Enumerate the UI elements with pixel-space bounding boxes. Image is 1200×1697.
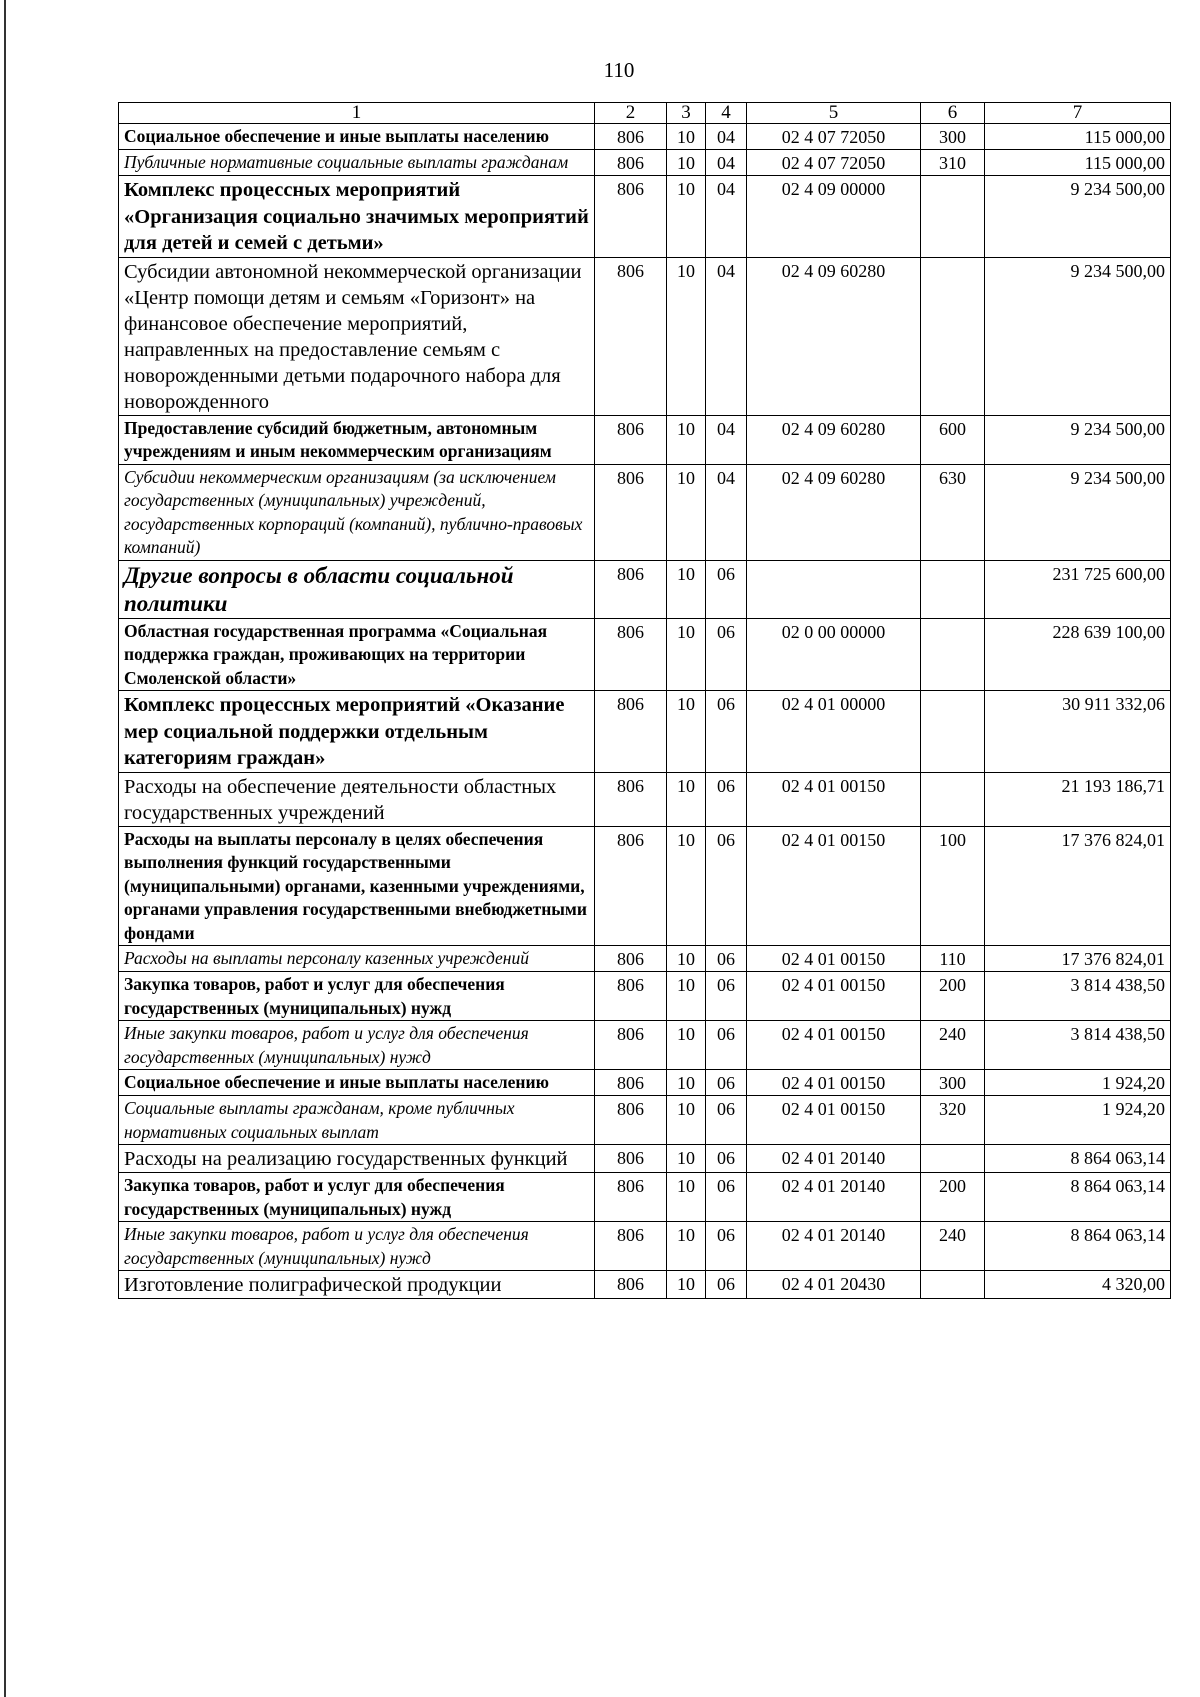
table-row xyxy=(119,257,1171,415)
cell-item-name: Комплекс процессных мероприятий «Организация социально значимых мероприятий для детей и семей с детьми» xyxy=(119,176,595,258)
cell-subsection-code: 06 xyxy=(706,1145,747,1173)
cell-expense-type: 240 xyxy=(921,1021,985,1070)
cell-item-name: Публичные нормативные социальные выплаты гражданам xyxy=(119,150,595,176)
cell-amount: 9 234 500,00 xyxy=(985,464,1171,560)
cell-amount: 4 320,00 xyxy=(985,1271,1171,1299)
cell-item-name: Социальные выплаты гражданам, кроме публичных нормативных социальных выплат xyxy=(119,1096,595,1145)
budget-table xyxy=(118,102,1171,1299)
cell-ministry-code: 806 xyxy=(595,1271,667,1299)
cell-expense-type xyxy=(921,1271,985,1299)
cell-amount: 1 924,20 xyxy=(985,1096,1171,1145)
cell-amount: 8 864 063,14 xyxy=(985,1222,1171,1271)
cell-expense-type: 300 xyxy=(921,124,985,150)
cell-subsection-code: 06 xyxy=(706,972,747,1021)
cell-target-article: 02 4 01 20140 xyxy=(747,1145,921,1173)
cell-target-article: 02 4 01 00150 xyxy=(747,1096,921,1145)
cell-item-name: Субсидии автономной некоммерческой организации «Центр помощи детям и семьям «Горизонт» на финансовое обеспечение мероприятий, направленных на предоставление семьям с новорожденными детьми подарочного набора для новорожденного xyxy=(119,257,595,415)
cell-amount: 228 639 100,00 xyxy=(985,618,1171,691)
cell-ministry-code: 806 xyxy=(595,1173,667,1222)
cell-section-code: 10 xyxy=(667,972,706,1021)
cell-item-name: Областная государственная программа «Социальная поддержка граждан, проживающих на территории Смоленской области» xyxy=(119,618,595,691)
cell-target-article: 02 4 01 00000 xyxy=(747,691,921,773)
header-col-7: 7 xyxy=(985,103,1171,124)
cell-subsection-code: 06 xyxy=(706,826,747,946)
header-col-4: 4 xyxy=(706,103,747,124)
cell-section-code: 10 xyxy=(667,124,706,150)
cell-subsection-code: 06 xyxy=(706,691,747,773)
cell-item-name: Другие вопросы в области социальной политики xyxy=(119,560,595,618)
cell-item-name: Субсидии некоммерческим организациям (за исключением государственных (муниципальных) учреждений, государственных корпораций (компаний), публично-правовых компаний) xyxy=(119,464,595,560)
table-row xyxy=(119,560,1171,618)
cell-ministry-code: 806 xyxy=(595,1096,667,1145)
cell-ministry-code: 806 xyxy=(595,1145,667,1173)
cell-target-article: 02 4 01 00150 xyxy=(747,772,921,826)
cell-expense-type xyxy=(921,560,985,618)
cell-item-name: Предоставление субсидий бюджетным, автономным учреждениям и иным некоммерческим организациям xyxy=(119,415,595,464)
cell-section-code: 10 xyxy=(667,1145,706,1173)
cell-section-code: 10 xyxy=(667,618,706,691)
table-row xyxy=(119,1271,1171,1299)
cell-section-code: 10 xyxy=(667,826,706,946)
table-row xyxy=(119,691,1171,773)
scan-left-border xyxy=(4,0,6,1697)
cell-section-code: 10 xyxy=(667,772,706,826)
cell-section-code: 10 xyxy=(667,1271,706,1299)
cell-subsection-code: 06 xyxy=(706,1021,747,1070)
cell-ministry-code: 806 xyxy=(595,772,667,826)
cell-amount: 21 193 186,71 xyxy=(985,772,1171,826)
cell-expense-type xyxy=(921,1145,985,1173)
cell-item-name: Закупка товаров, работ и услуг для обеспечения государственных (муниципальных) нужд xyxy=(119,1173,595,1222)
cell-subsection-code: 06 xyxy=(706,1222,747,1271)
cell-section-code: 10 xyxy=(667,1173,706,1222)
table-body xyxy=(119,124,1171,1299)
cell-amount: 9 234 500,00 xyxy=(985,415,1171,464)
cell-ministry-code: 806 xyxy=(595,618,667,691)
cell-subsection-code: 04 xyxy=(706,415,747,464)
cell-section-code: 10 xyxy=(667,946,706,972)
cell-ministry-code: 806 xyxy=(595,946,667,972)
header-col-5: 5 xyxy=(747,103,921,124)
cell-subsection-code: 04 xyxy=(706,176,747,258)
cell-target-article: 02 4 01 00150 xyxy=(747,826,921,946)
cell-expense-type: 100 xyxy=(921,826,985,946)
cell-expense-type: 630 xyxy=(921,464,985,560)
cell-target-article: 02 0 00 00000 xyxy=(747,618,921,691)
cell-expense-type: 600 xyxy=(921,415,985,464)
cell-ministry-code: 806 xyxy=(595,1021,667,1070)
cell-section-code: 10 xyxy=(667,1021,706,1070)
cell-amount: 115 000,00 xyxy=(985,124,1171,150)
cell-expense-type xyxy=(921,176,985,258)
cell-subsection-code: 04 xyxy=(706,150,747,176)
cell-item-name: Закупка товаров, работ и услуг для обеспечения государственных (муниципальных) нужд xyxy=(119,972,595,1021)
cell-section-code: 10 xyxy=(667,1096,706,1145)
table-row xyxy=(119,772,1171,826)
cell-subsection-code: 06 xyxy=(706,946,747,972)
cell-amount: 115 000,00 xyxy=(985,150,1171,176)
cell-item-name: Социальное обеспечение и иные выплаты населению xyxy=(119,124,595,150)
cell-target-article: 02 4 09 60280 xyxy=(747,257,921,415)
cell-amount: 17 376 824,01 xyxy=(985,946,1171,972)
cell-subsection-code: 04 xyxy=(706,464,747,560)
cell-target-article: 02 4 09 00000 xyxy=(747,176,921,258)
cell-item-name: Изготовление полиграфической продукции xyxy=(119,1271,595,1299)
cell-amount: 9 234 500,00 xyxy=(985,257,1171,415)
table-row xyxy=(119,415,1171,464)
cell-subsection-code: 06 xyxy=(706,560,747,618)
cell-ministry-code: 806 xyxy=(595,1222,667,1271)
cell-expense-type xyxy=(921,618,985,691)
cell-target-article: 02 4 07 72050 xyxy=(747,150,921,176)
cell-subsection-code: 04 xyxy=(706,124,747,150)
cell-target-article: 02 4 01 20140 xyxy=(747,1222,921,1271)
header-col-3: 3 xyxy=(667,103,706,124)
header-col-1: 1 xyxy=(119,103,595,124)
cell-ministry-code: 806 xyxy=(595,826,667,946)
header-col-2: 2 xyxy=(595,103,667,124)
cell-section-code: 10 xyxy=(667,560,706,618)
cell-subsection-code: 04 xyxy=(706,257,747,415)
cell-section-code: 10 xyxy=(667,415,706,464)
cell-item-name: Иные закупки товаров, работ и услуг для обеспечения государственных (муниципальных) нужд xyxy=(119,1021,595,1070)
cell-expense-type xyxy=(921,691,985,773)
cell-subsection-code: 06 xyxy=(706,1096,747,1145)
cell-subsection-code: 06 xyxy=(706,1173,747,1222)
cell-item-name: Социальное обеспечение и иные выплаты населению xyxy=(119,1070,595,1096)
cell-item-name: Расходы на обеспечение деятельности областных государственных учреждений xyxy=(119,772,595,826)
cell-ministry-code: 806 xyxy=(595,560,667,618)
cell-expense-type xyxy=(921,257,985,415)
cell-amount: 3 814 438,50 xyxy=(985,972,1171,1021)
table-row xyxy=(119,972,1171,1021)
table-row xyxy=(119,464,1171,560)
cell-amount: 8 864 063,14 xyxy=(985,1173,1171,1222)
cell-item-name: Комплекс процессных мероприятий «Оказание мер социальной поддержки отдельным категориям граждан» xyxy=(119,691,595,773)
table-row xyxy=(119,1222,1171,1271)
cell-target-article: 02 4 09 60280 xyxy=(747,464,921,560)
cell-subsection-code: 06 xyxy=(706,618,747,691)
cell-subsection-code: 06 xyxy=(706,772,747,826)
table-row xyxy=(119,618,1171,691)
cell-item-name: Расходы на реализацию государственных функций xyxy=(119,1145,595,1173)
cell-subsection-code: 06 xyxy=(706,1070,747,1096)
cell-ministry-code: 806 xyxy=(595,124,667,150)
cell-ministry-code: 806 xyxy=(595,1070,667,1096)
cell-expense-type: 240 xyxy=(921,1222,985,1271)
cell-amount: 17 376 824,01 xyxy=(985,826,1171,946)
cell-section-code: 10 xyxy=(667,176,706,258)
cell-amount: 231 725 600,00 xyxy=(985,560,1171,618)
cell-target-article: 02 4 01 20430 xyxy=(747,1271,921,1299)
cell-ministry-code: 806 xyxy=(595,176,667,258)
cell-ministry-code: 806 xyxy=(595,691,667,773)
cell-section-code: 10 xyxy=(667,464,706,560)
table-row xyxy=(119,176,1171,258)
table-row xyxy=(119,826,1171,946)
cell-section-code: 10 xyxy=(667,257,706,415)
cell-target-article: 02 4 01 00150 xyxy=(747,1021,921,1070)
cell-section-code: 10 xyxy=(667,1070,706,1096)
cell-ministry-code: 806 xyxy=(595,150,667,176)
table-row xyxy=(119,124,1171,150)
cell-subsection-code: 06 xyxy=(706,1271,747,1299)
cell-expense-type: 310 xyxy=(921,150,985,176)
cell-item-name: Расходы на выплаты персоналу казенных учреждений xyxy=(119,946,595,972)
header-col-6: 6 xyxy=(921,103,985,124)
page-number: 110 xyxy=(603,58,635,82)
cell-expense-type xyxy=(921,772,985,826)
cell-amount: 8 864 063,14 xyxy=(985,1145,1171,1173)
cell-section-code: 10 xyxy=(667,150,706,176)
cell-ministry-code: 806 xyxy=(595,464,667,560)
cell-target-article: 02 4 07 72050 xyxy=(747,124,921,150)
table-header-row xyxy=(119,103,1171,124)
cell-ministry-code: 806 xyxy=(595,257,667,415)
table-row xyxy=(119,1145,1171,1173)
cell-item-name: Расходы на выплаты персоналу в целях обеспечения выполнения функций государственными (муниципальными) органами, казенными учреждениями, органами управления государственными внебюджетными фондами xyxy=(119,826,595,946)
table-row xyxy=(119,1096,1171,1145)
cell-target-article xyxy=(747,560,921,618)
cell-target-article: 02 4 01 00150 xyxy=(747,972,921,1021)
cell-expense-type: 300 xyxy=(921,1070,985,1096)
cell-amount: 3 814 438,50 xyxy=(985,1021,1171,1070)
cell-amount: 1 924,20 xyxy=(985,1070,1171,1096)
table-row xyxy=(119,946,1171,972)
cell-expense-type: 110 xyxy=(921,946,985,972)
table-row xyxy=(119,1173,1171,1222)
cell-item-name: Иные закупки товаров, работ и услуг для обеспечения государственных (муниципальных) нужд xyxy=(119,1222,595,1271)
cell-ministry-code: 806 xyxy=(595,972,667,1021)
cell-target-article: 02 4 09 60280 xyxy=(747,415,921,464)
cell-expense-type: 200 xyxy=(921,1173,985,1222)
cell-amount: 30 911 332,06 xyxy=(985,691,1171,773)
cell-target-article: 02 4 01 00150 xyxy=(747,1070,921,1096)
table-row xyxy=(119,1070,1171,1096)
cell-amount: 9 234 500,00 xyxy=(985,176,1171,258)
cell-target-article: 02 4 01 00150 xyxy=(747,946,921,972)
cell-section-code: 10 xyxy=(667,691,706,773)
cell-expense-type: 320 xyxy=(921,1096,985,1145)
table-row xyxy=(119,1021,1171,1070)
cell-section-code: 10 xyxy=(667,1222,706,1271)
cell-expense-type: 200 xyxy=(921,972,985,1021)
cell-ministry-code: 806 xyxy=(595,415,667,464)
cell-target-article: 02 4 01 20140 xyxy=(747,1173,921,1222)
table-row xyxy=(119,150,1171,176)
